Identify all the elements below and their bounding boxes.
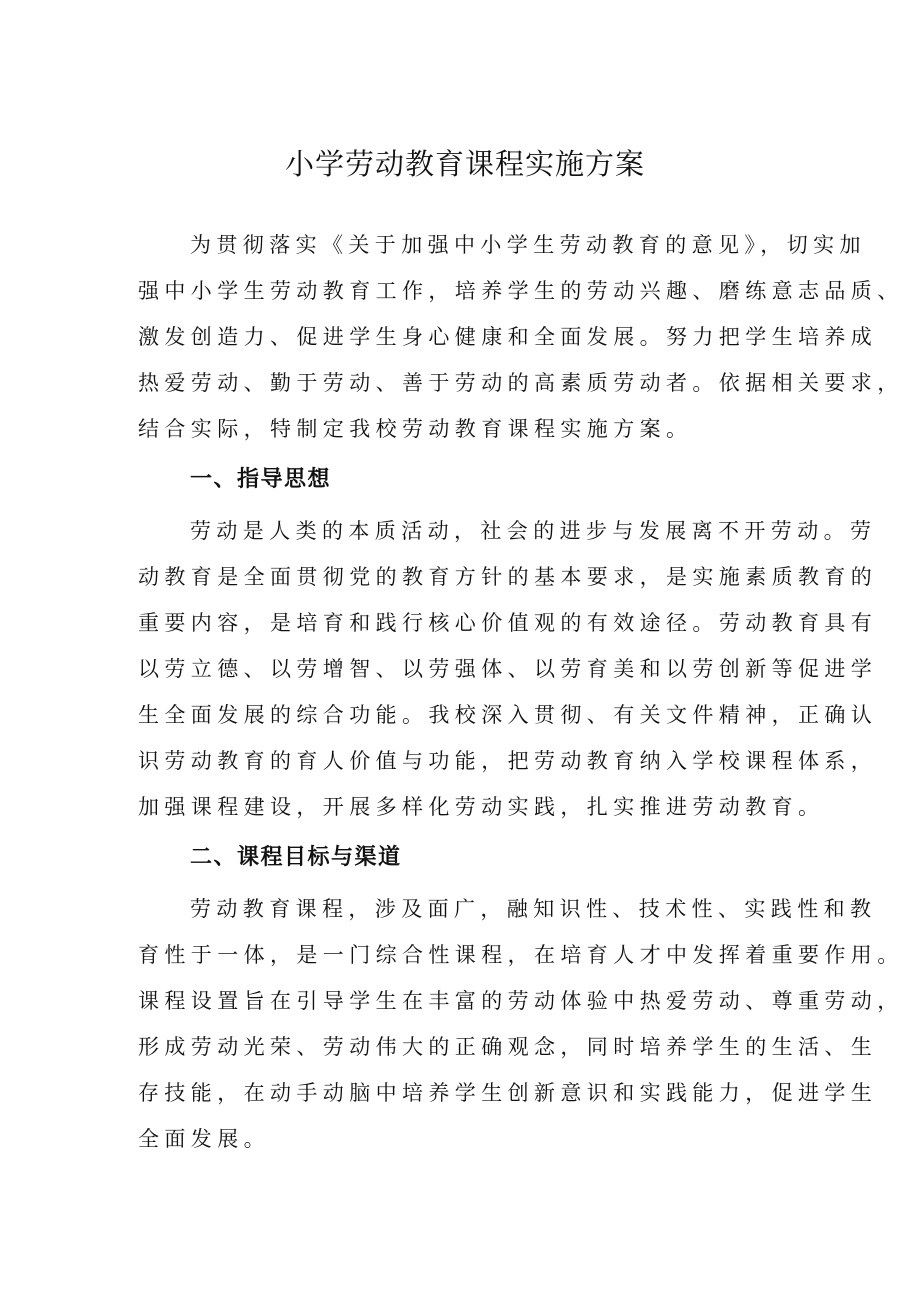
paragraph [138, 508, 878, 830]
paragraph-line: 强中小学生劳动教育工作，培养学生的劳动兴趣、磨练意志品质、 [138, 279, 904, 303]
paragraph-line: 育性于一体，是一门综合性课程，在培育人才中发挥着重要作用。 [138, 943, 904, 967]
paragraph [138, 222, 904, 452]
section-heading: 一、指导思想 [190, 467, 332, 492]
paragraph-line: 以劳立德、以劳增智、以劳强体、以劳育美和以劳创新等促进学 [138, 657, 878, 681]
paragraph-line: 全面发展。 [138, 1127, 270, 1151]
paragraph-line: 存技能，在动手动脑中培养学生创新意识和实践能力，促进学生 [138, 1081, 878, 1105]
section-heading: 二、课程目标与渠道 [190, 845, 402, 870]
paragraph-line: 生全面发展的综合功能。我校深入贯彻、有关文件精神，正确认 [138, 703, 878, 727]
paragraph-line: 重要内容，是培育和践行核心价值观的有效途径。劳动教育具有 [138, 611, 878, 635]
paragraph-line: 结合实际，特制定我校劳动教育课程实施方案。 [138, 417, 693, 441]
paragraph-line: 动教育是全面贯彻党的教育方针的基本要求，是实施素质教育的 [138, 565, 878, 589]
paragraph-line: 为贯彻落实《关于加强中小学生劳动教育的意见》，切实加 [190, 233, 866, 257]
document-body [138, 222, 904, 1162]
paragraph-line: 劳动是人类的本质活动，社会的进步与发展离不开劳动。劳 [190, 519, 877, 543]
paragraph [138, 886, 904, 1162]
document-title: 小学劳动教育课程实施方案 [284, 147, 645, 181]
paragraph-line: 课程设置旨在引导学生在丰富的劳动体验中热爱劳动、尊重劳动， [138, 989, 904, 1013]
paragraph-line: 热爱劳动、勤于劳动、善于劳动的高素质劳动者。依据相关要求， [138, 371, 904, 395]
paragraph-line: 识劳动教育的育人价值与功能，把劳动教育纳入学校课程体系， [138, 749, 878, 773]
paragraph-line: 劳动教育课程，涉及面广，融知识性、技术性、实践性和教 [190, 897, 877, 921]
paragraph-line: 形成劳动光荣、劳动伟大的正确观念，同时培养学生的生活、生 [138, 1035, 878, 1059]
paragraph-line: 激发创造力、促进学生身心健康和全面发展。努力把学生培养成 [138, 325, 878, 349]
paragraph-line: 加强课程建设，开展多样化劳动实践，扎实推进劳动教育。 [138, 795, 825, 819]
